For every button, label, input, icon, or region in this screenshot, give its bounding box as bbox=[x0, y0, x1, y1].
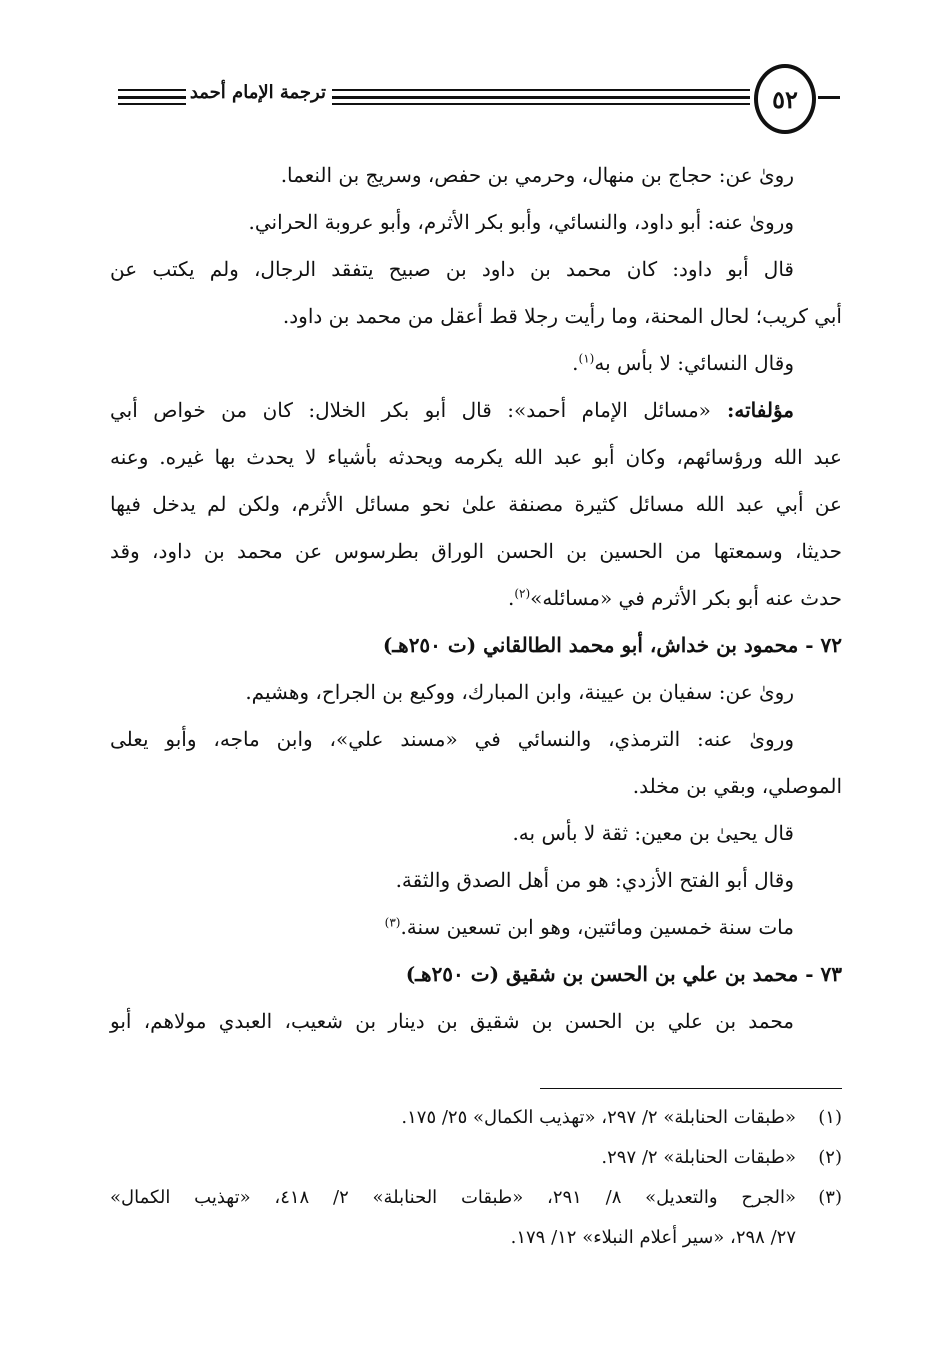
page-number: ٥٢ bbox=[754, 64, 816, 134]
bold-heading: مؤلفاته: bbox=[710, 398, 795, 422]
line-text: وقال النسائي: لا بأس به bbox=[594, 351, 794, 375]
text-line bbox=[110, 293, 842, 340]
footnote-number: (٣) bbox=[818, 1187, 842, 1208]
header-rule bbox=[332, 89, 750, 91]
text-line bbox=[110, 340, 842, 387]
text-line bbox=[110, 857, 842, 904]
text-line bbox=[110, 622, 842, 669]
footnote-text: «الجرح والتعديل» ٨/ ٢٩١، «طبقات الحنابلة» ٢/ ٤١٨، «تهذيب الكمال» bbox=[110, 1187, 796, 1208]
text-line bbox=[110, 481, 842, 528]
line-text: روىٰ عن: سفيان بن عيينة، وابن المبارك، ووكيع بن الجراح، وهشيم. bbox=[245, 680, 794, 704]
text-line bbox=[110, 810, 842, 857]
body-text bbox=[110, 152, 842, 1045]
line-text: قال أبو داود: كان محمد بن داود بن صبيح يتفقد الرجال، ولم يكتب عن bbox=[110, 257, 794, 281]
footnote-ref: (٢) bbox=[514, 586, 531, 601]
text-line bbox=[110, 669, 842, 716]
text-line bbox=[110, 763, 842, 810]
line-text: قال يحيىٰ بن معين: ثقة لا بأس به. bbox=[512, 821, 794, 845]
footnote-text: ٢٧/ ٢٩٨، «سير أعلام النبلاء» ١٢/ ١٧٩. bbox=[510, 1227, 796, 1248]
footnotes bbox=[110, 1098, 842, 1258]
line-text: أبي كريب؛ لحال المحنة، وما رأيت رجلا قط أعقل من محمد بن داود. bbox=[282, 304, 842, 328]
text-line bbox=[110, 716, 842, 763]
line-text: وقال أبو الفتح الأزدي: هو من أهل الصدق والثقة. bbox=[395, 868, 794, 892]
running-title: ترجمة الإمام أحمد bbox=[189, 82, 326, 103]
text-line bbox=[110, 998, 842, 1045]
bold-heading: ٧٢ - محمود بن خداش، أبو محمد الطالقاني (ت ٢٥٠هـ) bbox=[382, 633, 842, 657]
footnote bbox=[110, 1218, 842, 1258]
text-line bbox=[110, 246, 842, 293]
header-rule bbox=[118, 96, 186, 99]
text-line bbox=[110, 951, 842, 998]
footnote-ref: (١) bbox=[578, 351, 595, 366]
footnote bbox=[110, 1138, 842, 1178]
footnote-number: (١) bbox=[818, 1107, 842, 1128]
text-line bbox=[110, 575, 842, 622]
line-text: عن أبي عبد الله مسائل كثيرة مصنفة علىٰ نحو مسائل الأثرم، ولكن لم يدخل فيها bbox=[110, 492, 842, 516]
text-line bbox=[110, 387, 842, 434]
line-text: رویٰ عن: حجاج بن منهال، وحرمي بن حفص، وسريج بن النعما. bbox=[280, 163, 794, 187]
line-punct: . bbox=[572, 351, 579, 375]
footnote bbox=[110, 1178, 842, 1218]
header-rule bbox=[332, 103, 750, 105]
footnote-text: «طبقات الحنابلة» ٢/ ٢٩٧. bbox=[601, 1147, 796, 1168]
header-rule bbox=[118, 89, 186, 91]
text-line bbox=[110, 904, 842, 951]
bold-heading: ٧٣ - محمد بن علي بن الحسن بن شقيق (ت ٢٥٠هـ) bbox=[405, 962, 842, 986]
line-text: حدث عنه أبو بكر الأثرم في «مسائله» bbox=[530, 586, 842, 610]
text-line bbox=[110, 152, 842, 199]
running-header bbox=[118, 62, 840, 142]
footnote-text: «طبقات الحنابلة» ٢/ ٢٩٧، «تهذيب الكمال» ٢٥/ ١٧٥. bbox=[401, 1107, 796, 1128]
footnote-number: (٢) bbox=[818, 1147, 842, 1168]
header-rule bbox=[332, 96, 750, 99]
footnote-separator bbox=[540, 1088, 842, 1089]
line-text: مات سنة خمسين ومائتين، وهو ابن تسعين سنة. bbox=[400, 915, 794, 939]
line-text: عبد الله ورؤسائهم، وكان أبو عبد الله يكرمه ويحدثه بأشياء لا يحدث بها غيره. وعنه bbox=[110, 445, 842, 469]
text-line bbox=[110, 528, 842, 575]
footnote bbox=[110, 1098, 842, 1138]
line-punct: . bbox=[507, 586, 515, 610]
text-line bbox=[110, 199, 842, 246]
line-text: محمد بن علي بن الحسن بن شقيق بن دينار بن شعيب، العبدي مولاهم، أبو bbox=[110, 1009, 794, 1033]
line-text: وروىٰ عنه: الترمذي، والنسائي في «مسند علي»، وابن ماجه، وأبو يعلى bbox=[110, 727, 794, 751]
line-text: حديثا، وسمعتها من الحسين بن الحسن الوراق بطرسوس عن محمد بن داود، وقد bbox=[110, 539, 842, 563]
header-rule bbox=[818, 96, 840, 99]
line-text: الموصلي، وبقي بن مخلد. bbox=[632, 774, 842, 798]
text-line bbox=[110, 434, 842, 481]
footnote-ref: (٣) bbox=[384, 915, 401, 930]
line-text: وروىٰ عنه: أبو داود، والنسائي، وأبو بكر الأثرم، وأبو عروبة الحراني. bbox=[248, 210, 794, 234]
line-text: «مسائل الإمام أحمد»: قال أبو بكر الخلال: كان من خواص أبي bbox=[110, 398, 711, 422]
header-rule bbox=[118, 103, 186, 105]
